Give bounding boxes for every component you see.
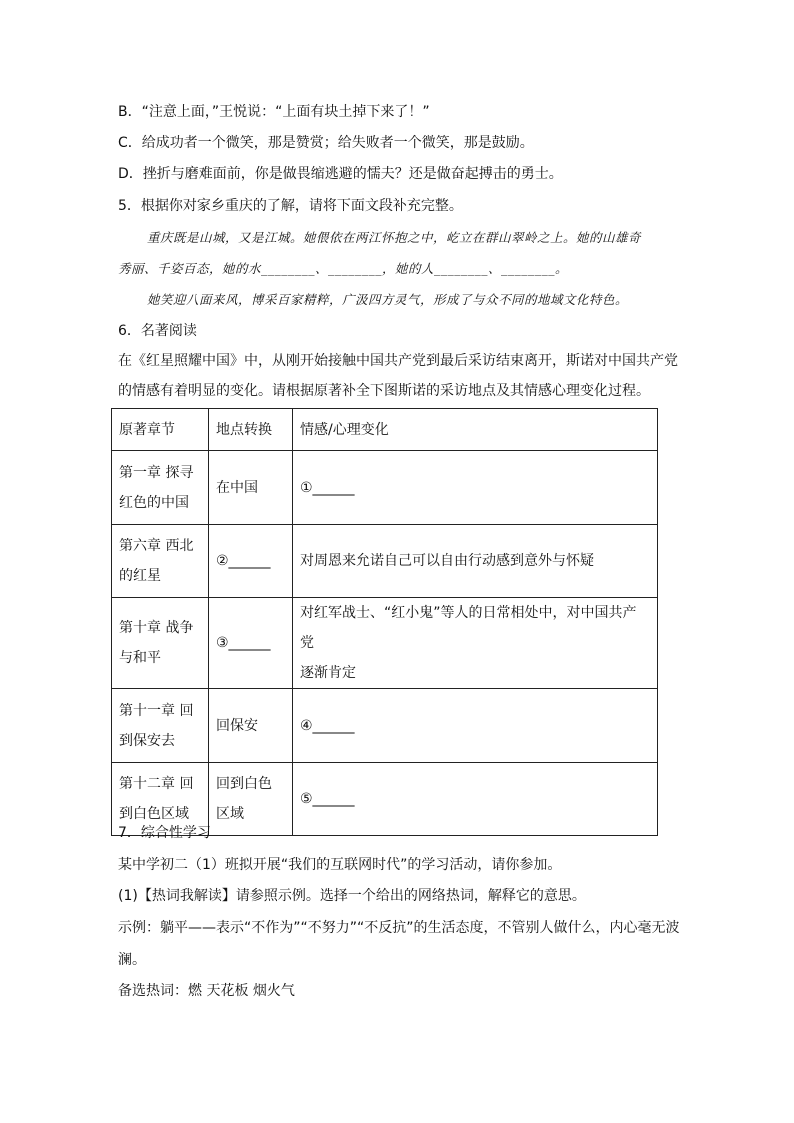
place-text: 回到白色 [216, 776, 272, 792]
passage-line-3: 她笑迎八面来风，博采百家精粹，广汲四方灵气，形成了与众不同的地域文化特色。 [147, 292, 629, 307]
feeling-blank[interactable]: ①______ [300, 479, 355, 496]
chapter-text: 第十二章 回 [119, 776, 194, 792]
chapter-text: 第十章 战争 [119, 620, 194, 636]
passage-line-1: 重庆既是山城，又是江城。她偎依在两江怀抱之中，屹立在群山翠岭之上。她的山雄奇 [147, 230, 642, 245]
option-c: C．给成功者一个微笑，那是赞赏；给失败者一个微笑，那是鼓励。 [118, 135, 534, 151]
table-row [112, 689, 658, 763]
question-6-intro-1: 在《红星照耀中国》中，从刚开始接触中国共产党到最后采访结束离开，斯诺对中国共产党 [118, 353, 678, 369]
reading-table [111, 408, 658, 836]
feeling-blank[interactable]: ⑤______ [300, 791, 355, 807]
hotwords-line: 备选热词：燃 天花板 烟火气 [118, 983, 295, 999]
place-text: 回保安 [216, 717, 258, 734]
question-6-heading: 6．名著阅读 [118, 323, 197, 339]
chapter-text: 的红星 [119, 568, 161, 584]
question-5-heading: 5．根据你对家乡重庆的了解，请将下面文段补充完整。 [118, 198, 463, 214]
chapter-text: 第十一章 回 [119, 702, 194, 719]
chapter-text: 到保安去 [119, 732, 175, 749]
table-row [112, 598, 658, 689]
header-place: 地点转换 [209, 409, 293, 451]
feeling-text: 对红军战士、“红小鬼”等人的日常相处中，对中国共产党 [300, 605, 637, 651]
chapter-text: 第六章 西北 [119, 538, 194, 554]
chapter-text: 第一章 探寻 [119, 464, 194, 481]
place-blank[interactable]: ③______ [216, 635, 271, 651]
option-b: B．“注意上面，”王悦说：“上面有块土掉下来了！” [118, 104, 430, 120]
passage-line-2: 秀丽、千姿百态，她的水________、________，她的人________、________。 [118, 261, 569, 276]
feeling-text: 对周恩来允诺自己可以自由行动感到意外与怀疑 [300, 553, 594, 569]
question-7-part-1: (1)【热词我解读】请参照示例。选择一个给出的网络热词，解释它的意思。 [118, 888, 586, 904]
question-7-intro: 某中学初二（1）班拟开展“我们的互联网时代”的学习活动，请你参加。 [118, 857, 562, 873]
table-row [112, 525, 658, 598]
chapter-text: 红色的中国 [119, 494, 189, 511]
option-d: D．挫折与磨难面前，你是做畏缩逃避的懦夫？还是做奋起搏击的勇士。 [118, 166, 563, 182]
example-line-1: 示例：躺平——表示“不作为”“不努力”“不反抗”的生活态度，不管别人做什么，内心毫无波 [118, 920, 680, 936]
feeling-text: 逐渐肯定 [300, 665, 356, 681]
example-line-2: 澜。 [118, 952, 146, 968]
chapter-text: 到白色区域 [119, 806, 189, 822]
header-feeling: 情感/心理变化 [293, 409, 658, 451]
place-text: 在中国 [216, 479, 258, 496]
question-6-intro-2: 的情感有着明显的变化。请根据原著补全下图斯诺的采访地点及其情感心理变化过程。 [118, 383, 650, 399]
table-row [112, 451, 658, 525]
chapter-text: 与和平 [119, 650, 161, 666]
place-text: 区域 [216, 806, 244, 822]
question-7-heading: 7．综合性学习 [118, 825, 211, 841]
table-header-row [112, 409, 658, 451]
feeling-blank[interactable]: ④______ [300, 717, 355, 734]
header-chapter: 原著章节 [112, 409, 209, 451]
place-blank[interactable]: ②______ [216, 553, 271, 569]
